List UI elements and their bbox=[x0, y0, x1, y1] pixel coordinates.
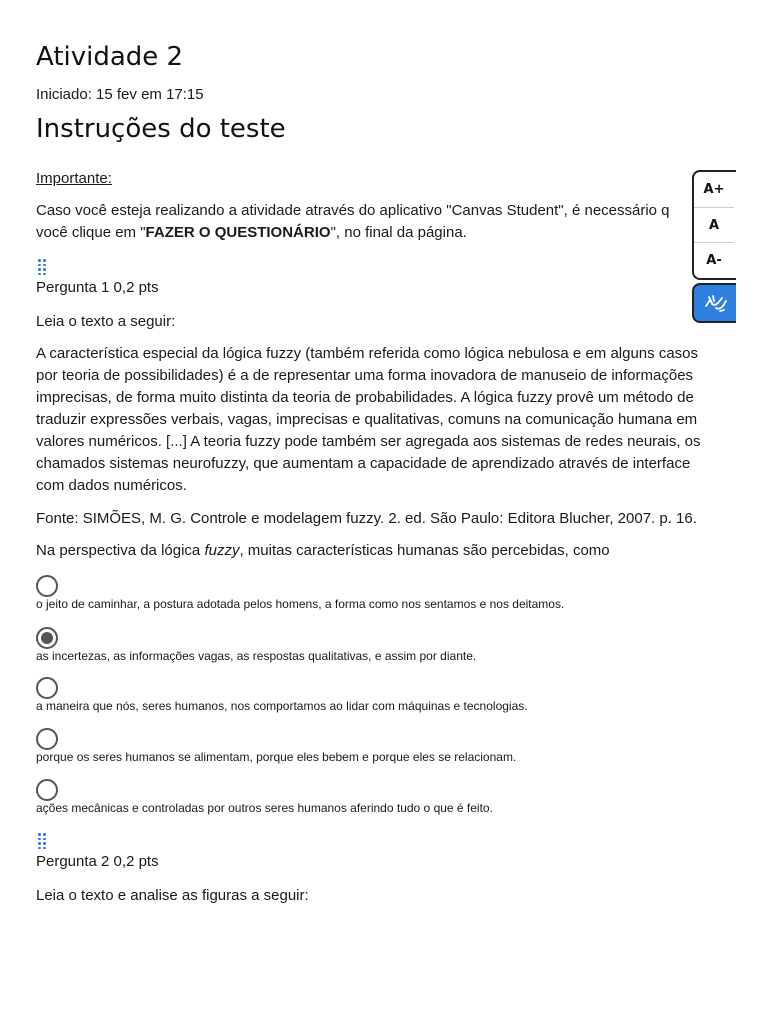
body-line: imprecisas, de forma muito distinta da teoria de probabilidades. A lógica fuzzy provê um método de bbox=[36, 389, 694, 406]
radio-button[interactable] bbox=[36, 779, 58, 801]
option-label: ações mecânicas e controladas por outros seres humanos aferindo tudo o que é feito. bbox=[36, 801, 493, 815]
radio-button[interactable] bbox=[36, 728, 58, 750]
question-1-header: Pergunta 1 0,2 pts bbox=[36, 279, 159, 296]
important-label: Importante: bbox=[36, 170, 112, 187]
option-label: o jeito de caminhar, a postura adotada pelos homens, a forma como nos sentamos e nos deitamos. bbox=[36, 597, 565, 611]
sign-language-icon bbox=[702, 292, 728, 314]
question-2-intro: Leia o texto e analise as figuras a seguir: bbox=[36, 887, 309, 904]
answer-option-5[interactable] bbox=[36, 779, 726, 819]
answer-option-4[interactable] bbox=[36, 728, 726, 768]
prompt-text: Na perspectiva da lógica bbox=[36, 542, 205, 559]
increase-font-button[interactable]: A+ bbox=[703, 181, 725, 197]
body-line: valores numéricos. [...] A teoria fuzzy pode também ser agregada aos sistemas de redes neurais, os bbox=[36, 433, 701, 450]
radio-button[interactable] bbox=[36, 677, 58, 699]
body-line: A característica especial da lógica fuzzy (também referida como lógica nebulosa e em alguns casos bbox=[36, 345, 698, 362]
normal-font-button[interactable]: A bbox=[694, 207, 734, 242]
radio-button[interactable] bbox=[36, 575, 58, 597]
question-2-header: Pergunta 2 0,2 pts bbox=[36, 853, 159, 870]
started-timestamp: Iniciado: 15 fev em 17:15 bbox=[36, 86, 204, 103]
drag-handle-icon[interactable] bbox=[38, 833, 48, 849]
answer-option-1[interactable] bbox=[36, 575, 726, 615]
radio-button-selected[interactable] bbox=[36, 627, 58, 649]
question-1-intro: Leia o texto a seguir: bbox=[36, 313, 176, 330]
notice-bold: FAZER O QUESTIONÁRIO bbox=[145, 224, 331, 241]
body-line: por teoria de possibilidades) é a de representar uma forma inovadora de manuseio de informações bbox=[36, 367, 694, 384]
prompt-text-end: , muitas características humanas são percebidas, como bbox=[239, 542, 610, 559]
question-1-prompt bbox=[36, 542, 610, 559]
option-label: a maneira que nós, seres humanos, nos comportamos ao lidar com máquinas e tecnologias. bbox=[36, 699, 528, 713]
prompt-italic: fuzzy bbox=[204, 542, 240, 559]
drag-handle-icon[interactable] bbox=[38, 259, 48, 275]
sign-language-button[interactable] bbox=[692, 283, 736, 323]
body-line: chamados sistemas neurofuzzy, que aumentam a capacidade de aprendizado através de interface bbox=[36, 455, 691, 472]
option-label: as incertezas, as informações vagas, as respostas qualitativas, e assim por diante. bbox=[36, 649, 477, 663]
body-line: traduzir expressões verbais, vagas, imprecisas e qualitativas, comuns na comunicação humana em bbox=[36, 411, 698, 428]
notice-text bbox=[36, 200, 716, 244]
font-size-toolbar bbox=[692, 170, 736, 280]
answer-option-3[interactable] bbox=[36, 677, 726, 717]
notice-line-1: Caso você esteja realizando a atividade através do aplicativo "Canvas Student", é necessário q bbox=[36, 202, 670, 219]
body-line: com dados numéricos. bbox=[36, 477, 187, 494]
page-title: Atividade 2 bbox=[36, 42, 184, 72]
answer-option-2[interactable] bbox=[36, 627, 726, 667]
notice-line-2b: ", no final da página. bbox=[330, 224, 467, 241]
option-label: porque os seres humanos se alimentam, porque eles bebem e porque eles se relacionam. bbox=[36, 750, 517, 764]
decrease-font-button[interactable]: A- bbox=[694, 242, 734, 277]
question-1-source: Fonte: SIMÕES, M. G. Controle e modelagem fuzzy. 2. ed. São Paulo: Editora Blucher, 2007. p. 16. bbox=[36, 510, 697, 527]
question-1-body bbox=[36, 343, 726, 497]
instructions-heading: Instruções do teste bbox=[36, 114, 286, 144]
notice-line-2a: você clique em " bbox=[36, 224, 146, 241]
